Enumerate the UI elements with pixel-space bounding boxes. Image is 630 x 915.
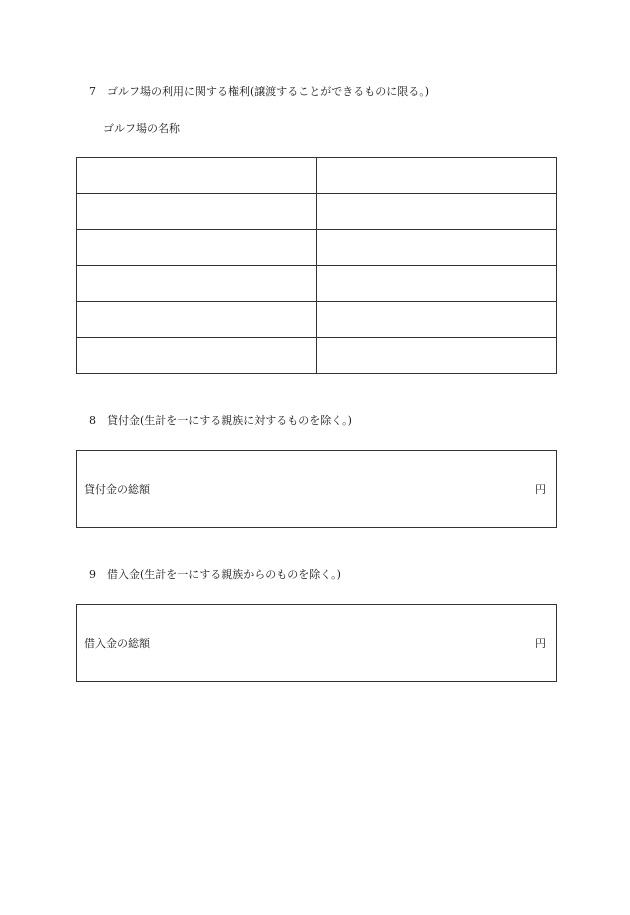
section-8-heading [89, 414, 352, 428]
section-9-number: 9 [89, 568, 96, 581]
section-8-number: 8 [89, 414, 96, 427]
loan-total-box[interactable] [76, 450, 557, 528]
table-row [77, 230, 557, 266]
table-cell[interactable] [317, 230, 557, 266]
yen-unit: 円 [535, 637, 546, 650]
section-9-title: 借入金(生計を一にする親族からのものを除く。) [107, 568, 341, 581]
table-cell[interactable] [77, 266, 317, 302]
table-cell[interactable] [77, 302, 317, 338]
table-row [77, 194, 557, 230]
section-7-number: 7 [89, 85, 96, 98]
table-cell[interactable] [317, 302, 557, 338]
table-cell[interactable] [77, 338, 317, 374]
table-row [77, 338, 557, 374]
table-cell[interactable] [77, 194, 317, 230]
section-7-heading [89, 85, 429, 99]
golf-course-name-label: ゴルフ場の名称 [103, 122, 180, 135]
table-cell[interactable] [77, 230, 317, 266]
table-cell[interactable] [77, 158, 317, 194]
borrowing-total-box[interactable] [76, 604, 557, 682]
table-row [77, 302, 557, 338]
table-row [77, 266, 557, 302]
table-row [77, 158, 557, 194]
section-9-heading [89, 568, 341, 582]
golf-course-table [76, 157, 557, 374]
table-cell[interactable] [317, 194, 557, 230]
table-cell[interactable] [317, 158, 557, 194]
section-8-title: 貸付金(生計を一にする親族に対するものを除く。) [107, 414, 352, 427]
table-cell[interactable] [317, 338, 557, 374]
borrowing-total-label: 借入金の総額 [84, 637, 150, 650]
loan-total-label: 貸付金の総額 [84, 483, 150, 496]
table-cell[interactable] [317, 266, 557, 302]
yen-unit: 円 [535, 483, 546, 496]
section-7-title: ゴルフ場の利用に関する権利(譲渡することができるものに限る。) [107, 85, 430, 98]
